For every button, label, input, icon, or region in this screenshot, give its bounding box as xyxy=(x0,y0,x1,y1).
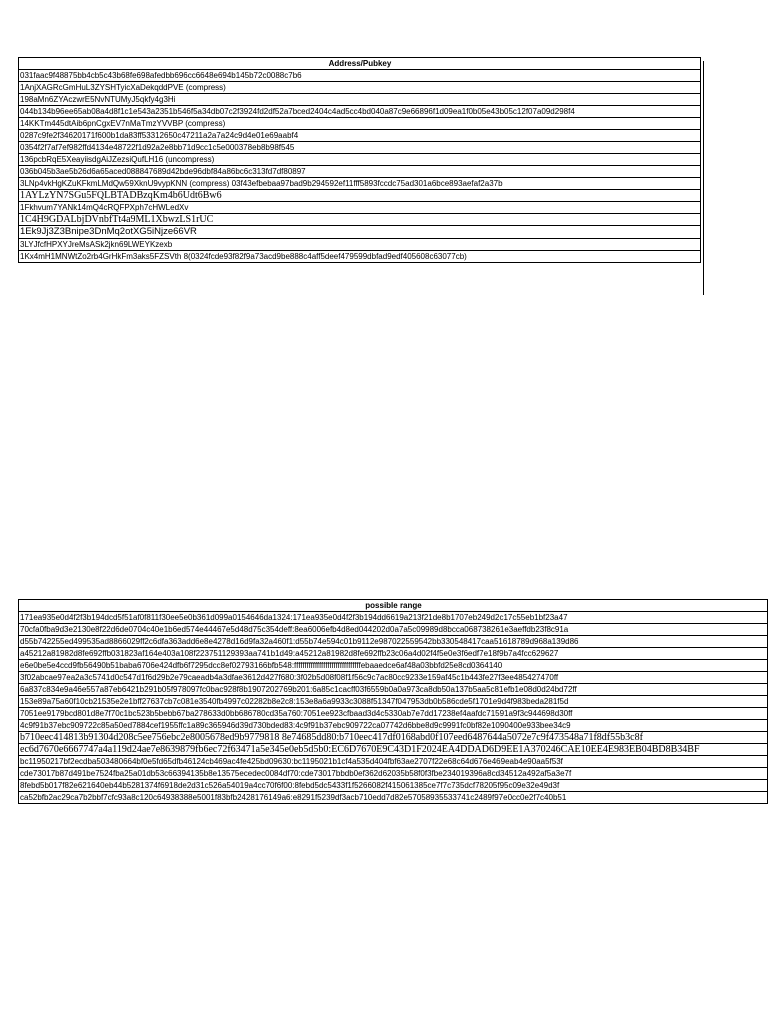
table-row xyxy=(19,142,701,154)
table-row xyxy=(19,612,768,624)
table-cell: 4c9f91b37ebc909722c85a50ed7884cef1955ffc1a89c365946d39d730bded83:4c9f91b37ebc909722ca07742d6bbe8d9c9991fc0bf82e1090400e933bee34c9 xyxy=(19,720,768,732)
range-table-body xyxy=(19,612,768,804)
table-cell: b710eec414813b91304d208c5ee756ebc2e8005678ed9b9779818 8e74685dd80:b710eec417df0168abd0f107eed6487644a5072e7c9f473548a71f8df55b3c8f xyxy=(19,732,768,744)
table-row xyxy=(19,780,768,792)
table-row xyxy=(19,251,701,263)
table-row xyxy=(19,660,768,672)
possible-range-header: possible range xyxy=(19,600,768,612)
table-cell: 044b134b96ee65ab08a4d8f1c1e543a2351b546f5a34db07c2f3924fd2df52a7bced2404c4ad5cc4bd040a87c9e66896f1d09ea1f0b05e43b05c12f07a09d298f4 xyxy=(19,106,701,118)
table-cell: 1Ek9Jj3Z3Bnipe3DnMq2otXG5iNjze66VR xyxy=(19,226,701,239)
table-header-row xyxy=(19,600,768,612)
table-row xyxy=(19,118,701,130)
table-row xyxy=(19,756,768,768)
table-row xyxy=(19,720,768,732)
table-row xyxy=(19,70,701,82)
table-row xyxy=(19,684,768,696)
table-cell: 6a837c834e9a46e557a87eb6421b291b05f978097fc0bac928f8b1907202769b201:6a85c1cacff03f6559b0a0a973ca8db50a137b5aa5c81efb1e08d0d24bd72ff xyxy=(19,684,768,696)
table-row xyxy=(19,792,768,804)
table-cell: 136pcbRqE5XeayiisdgAiJZezsiQufLH16 (uncompress) xyxy=(19,154,701,166)
table-row xyxy=(19,624,768,636)
table-cell: e6e0be5e4ccd9fb56490b51baba6706e424dfb6f7295dcc8ef02793166bfb548:ffffffffffffffffffffffffffffffffebaaedce6af48a03bbfd25e8cd0364140 xyxy=(19,660,768,672)
table-cell: 0287c9fe2f34620171f600b1da83ff53312650c47211a2a7a24c9d4e01e69aabf4 xyxy=(19,130,701,142)
table-row xyxy=(19,636,768,648)
table-cell: ca52bfb2ac29ca7b2bbf7cfc93a8c120c64938388e5001f83bfb2428176149a6:e8291f5239df3acb710edd7d82e57058935533741c2489f97e0cc0e2f7c40b51 xyxy=(19,792,768,804)
table-cell: 036b045b3ae5b26d6a65aced088847689d42bde96dbf84a86bc6c313fd7df80897 xyxy=(19,166,701,178)
table-cell: 1C4H9GDALbjDVnbfTt4a9ML1XbwzLS1rUC xyxy=(19,214,701,226)
table-row xyxy=(19,178,701,190)
table-cell: 7051ee9179bcd801d8e7f70c1bc523b5bebb67ba278633d0bb686780cd35a760:7051ee923cfbaad3d4c5330ab7e7dd17238ef4aafdc71591a9f3c944698d30ff xyxy=(19,708,768,720)
table-cell: 3f02abcae97ea2a3c5741d0c547d1f6d29b2e79caeadb4a3dfae3612d427f680:3f02b5d08f08f1f56c9c7ac80cc9233e159af45c1b443fe27f3ee485427470ff xyxy=(19,672,768,684)
table-header-row xyxy=(19,58,701,70)
table-row xyxy=(19,239,701,251)
table-cell: 3LYJfcfHPXYJreMsASk2jkn69LWEYKzexb xyxy=(19,239,701,251)
table-row xyxy=(19,732,768,744)
table-row xyxy=(19,708,768,720)
table-cell: cde73017b87d491be7524fba25a01db53c66394135b8e13575ecedec0084df70:cde73017bbdb0ef362d62035b58f0f3fbe234019396a8cd34512a492af5a3e7f xyxy=(19,768,768,780)
table-row xyxy=(19,744,768,756)
address-table-body xyxy=(19,70,701,263)
table-row xyxy=(19,94,701,106)
table-row xyxy=(19,106,701,118)
table-row xyxy=(19,672,768,684)
table-right-border-line xyxy=(703,61,704,295)
table-cell: 198aMn6ZYAczwrE5NvNTUMyJ5qkfy4g3Hi xyxy=(19,94,701,106)
table-cell: 1Fkhvum7YANk14mQ4cRQFPXph7cHWLedXv xyxy=(19,202,701,214)
table-cell: 153e89a75a60f10cb21535e2e1bff27637cb7c081e3540fb4997c02282b8e2c8:153e8a6a9933c3088f51347f047953db0b586cde5f1701e9d4f983beda281f5d xyxy=(19,696,768,708)
table-row xyxy=(19,768,768,780)
table-cell: a45212a81982d8fe692ffb031823af164e403a108f223751129393aa741b1d49:a45212a81982d8fe692ffb23c06a4d02f4f5e0e3f6edf7e18f9b7a4fcc629627 xyxy=(19,648,768,660)
table-cell: 1Kx4mH1MNWtZo2rb4GrHkFm3aks5FZSVth 8(0324fcde93f82f9a73acd9be888c4aff5deef479599dbfad9edf405608c63077cb) xyxy=(19,251,701,263)
table-row xyxy=(19,154,701,166)
table-cell: 171ea935e0d4f2f3b194dcd5f51af0f811f30ee5e0b361d099a0154646da1324:171ea935e0d4f2f3b194dd6619a213f21de8b1707eb249d2c17c55eb1bf23a47 xyxy=(19,612,768,624)
table-row xyxy=(19,214,701,226)
table-cell: d55b742255ed499535ad8866029ff2c6dfa363add6e8e4278d16d9fa32a460f1:d55b74e594c01b9112e987022559542bb330548417caa51618789d968a139d86 xyxy=(19,636,768,648)
table-cell: 3LNp4vkHgKZuKFkmLMdQw59XknU9vypKNN (compress) 03f43efbebaa97bad9b294592ef11fff5893fccdc75ad301a6bce893aefaf2a37b xyxy=(19,178,701,190)
table-cell: ec6d7670e6667747a4a119d24ae7e8639879fb6ec72f63471a5e345e0eb5d5b0:EC6D7670E9C43D1F2024EA4DDAD6D9EE1A370246CAE10EE4E983EB04BD8B34BF xyxy=(19,744,768,756)
table-row xyxy=(19,166,701,178)
table-row xyxy=(19,696,768,708)
table-cell: 1AnjXAGRcGmHuL3ZYSHTyicXaDekqddPVE (compress) xyxy=(19,82,701,94)
table-row xyxy=(19,202,701,214)
table-cell: 0354f2f7af7ef982ffd4134e48722f1d92a2e8bb71d9cc1c5e000378eb8b98f545 xyxy=(19,142,701,154)
table-cell: 8febd5b017f82e621640eb44b5281374f6918de2d31c526a54019a4cc70f6f00:8febd5dc5433f1f5266082f415061385ce7f7c735dcf78205f95c09e32e49d3f xyxy=(19,780,768,792)
table-row xyxy=(19,190,701,202)
table-row xyxy=(19,648,768,660)
address-pubkey-header: Address/Pubkey xyxy=(19,58,701,70)
table-cell: 14KKTm445dtAib6pnCgxEV7nMaTmzYVVBP (compress) xyxy=(19,118,701,130)
table-cell: bc11950217bf2ecdba503480664bf0e5fd65dfb46124cb469ac4fe425bd09630:bc1195021b1cf4a535d404fbf63ae2707f22e68c64d676e469eab4e90aa5f53f xyxy=(19,756,768,768)
table-cell: 70cfa0fba9d3e2130e8f22d6de0704c40e1b6ed574e44467e5d48d75c354deff:8ea6006efb4d8ed044202d0a7a5c09989d8bcca068738261e3aeffdb23f8c91a xyxy=(19,624,768,636)
table-row xyxy=(19,130,701,142)
table-cell: 1AYLzYN7SGu5FQLBTADBzqKm4b6Udt6Bw6 xyxy=(19,190,701,202)
address-pubkey-table xyxy=(18,57,701,263)
table-row xyxy=(19,82,701,94)
table-row xyxy=(19,226,701,239)
table-cell: 031faac9f48875bb4cb5c43b68fe698afedbb696cc6648e694b145b72c0088c7b6 xyxy=(19,70,701,82)
possible-range-table xyxy=(18,599,768,804)
